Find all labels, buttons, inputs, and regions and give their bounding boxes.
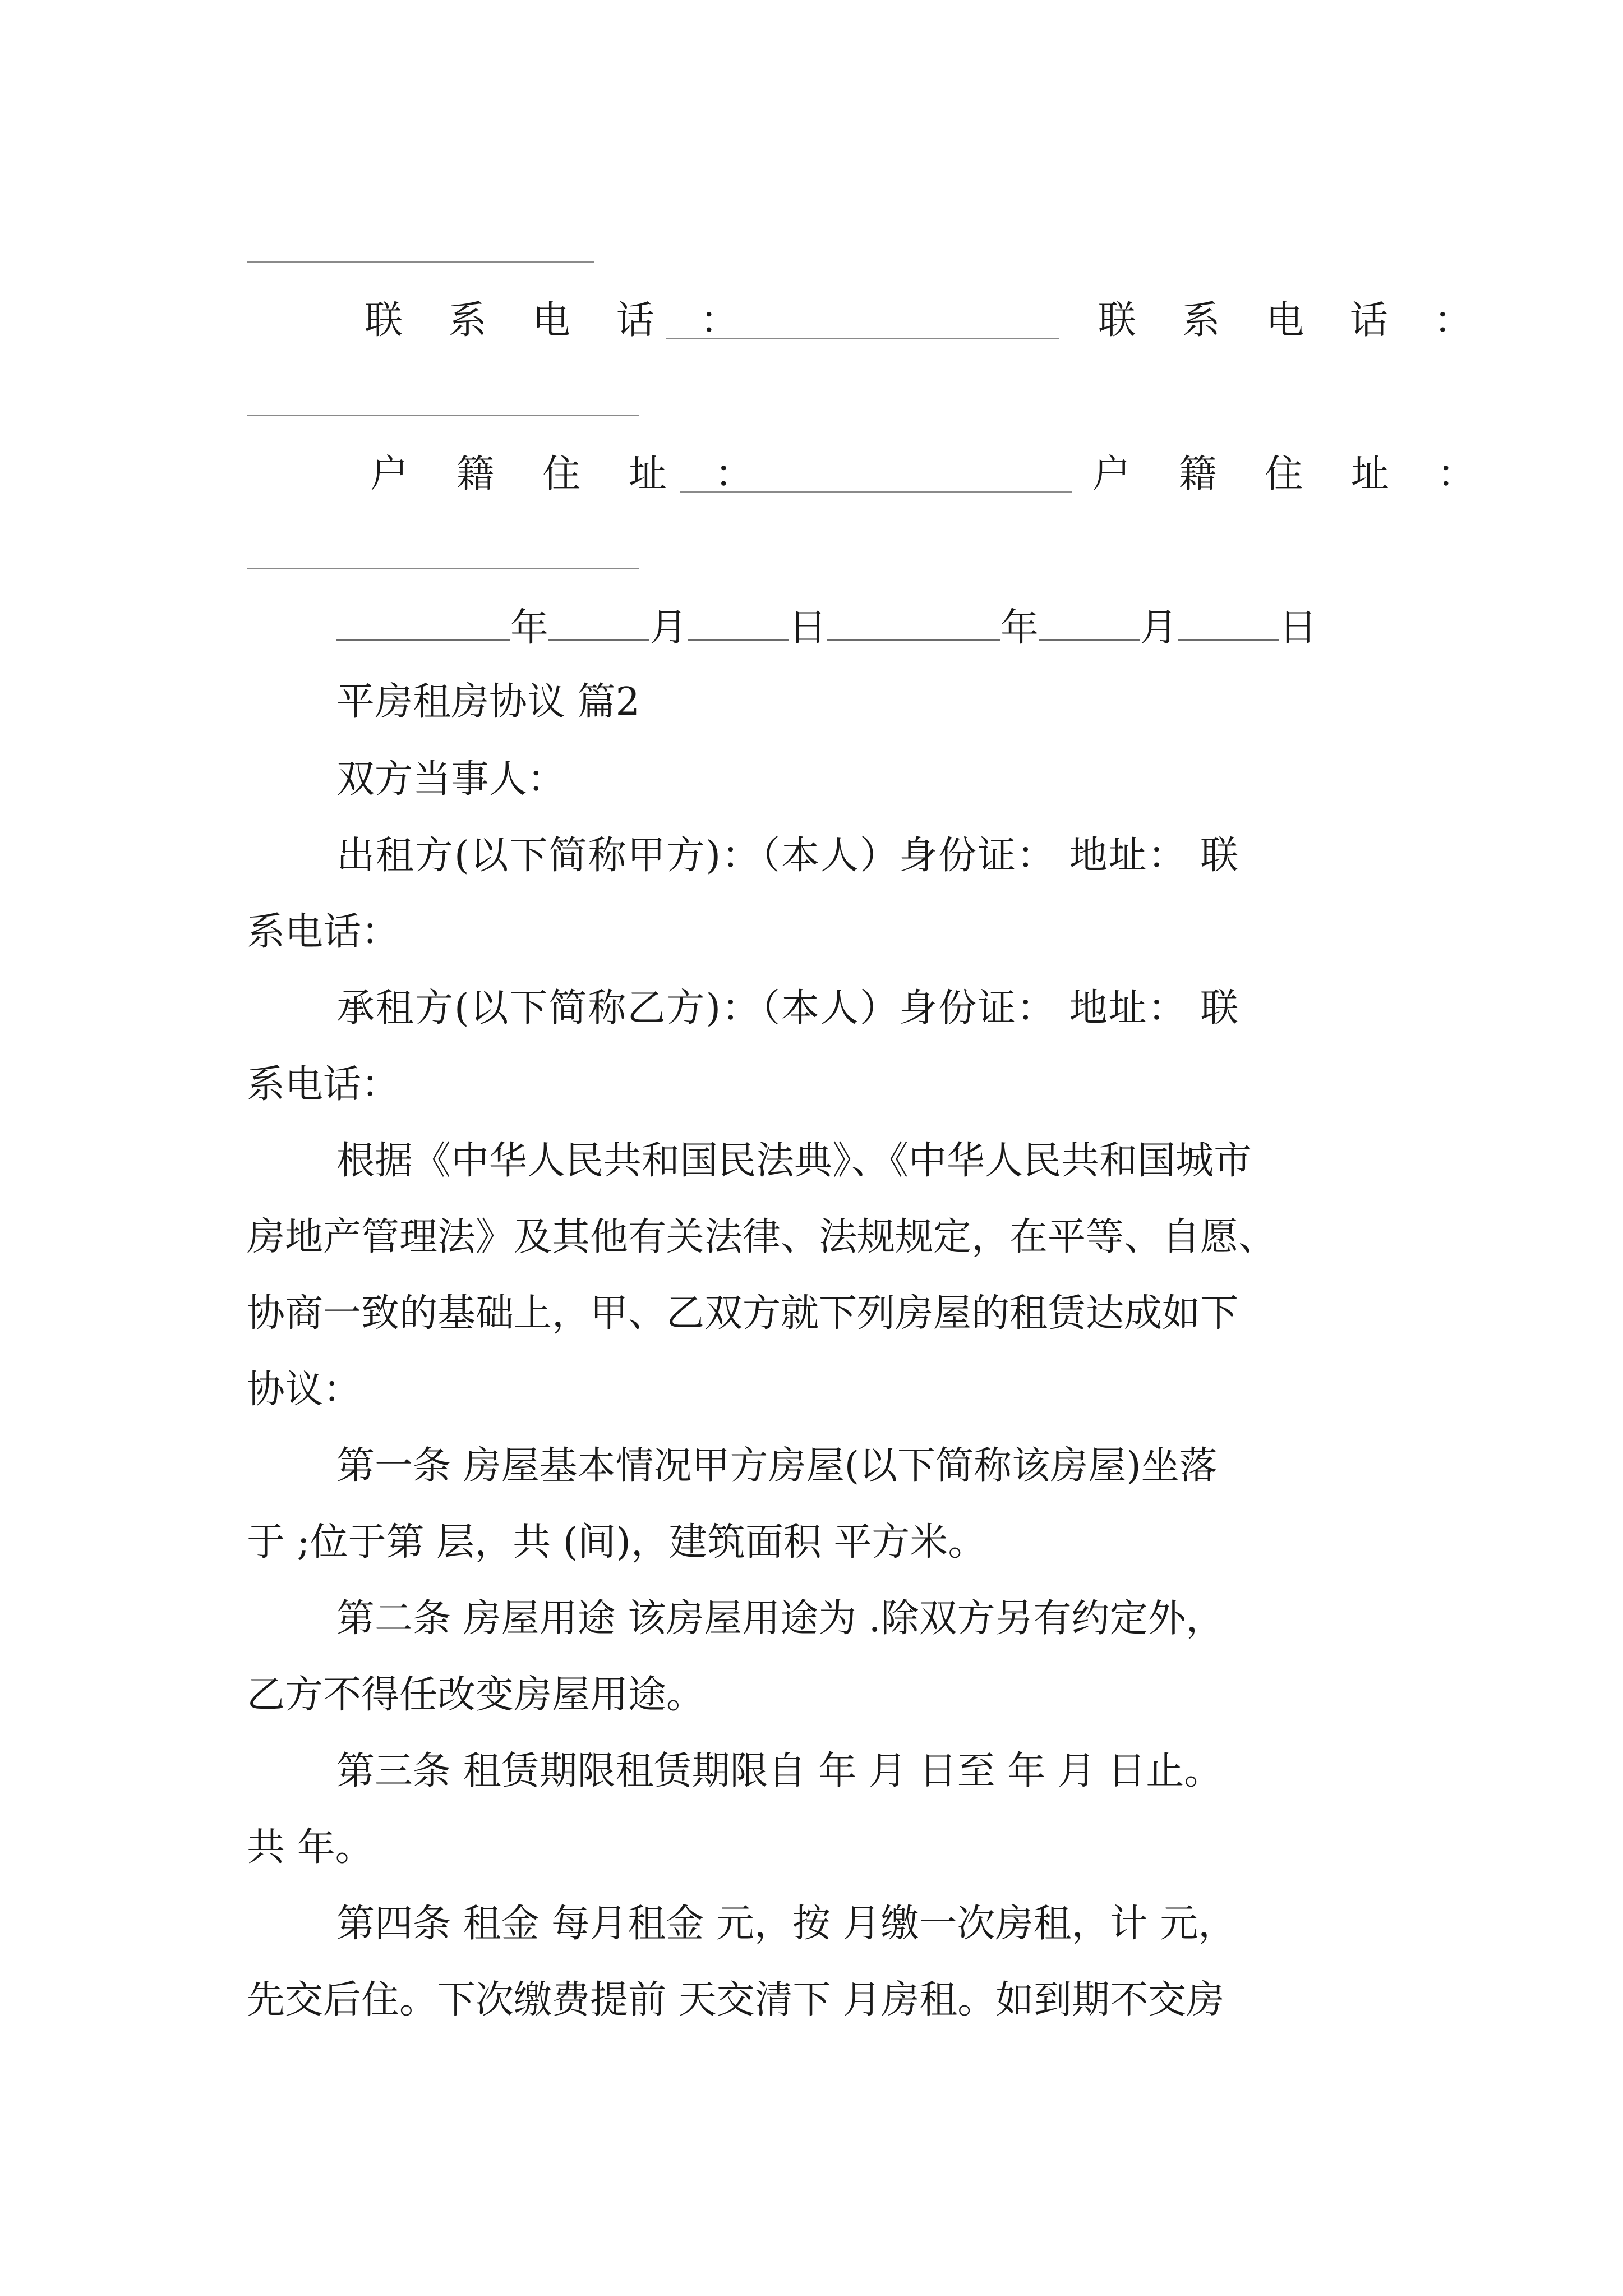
year-blank-right [827,606,1000,641]
domicile-label-right: 户 籍 住 址 ： [1092,452,1493,496]
month-blank-left [548,606,649,641]
article-4-line-2: 先交后住。下次缴费提前 天交清下 月房租。如到期不交房 [247,1978,1225,2022]
day-label-right: 日 [1279,606,1317,650]
day-blank-left [688,606,789,641]
article-1-line-2: 于 ;位于第 层，共 (间)，建筑面积 平方米。 [247,1520,986,1565]
day-label-left: 日 [789,606,827,650]
contact-phone-label-right: 联 系 电 话 ： [1098,298,1489,343]
year-label-right: 年 [1000,606,1039,650]
preamble-line-2: 房地产管理法》及其他有关法律、法规规定，在平等、自愿、 [247,1215,1277,1259]
date-row [336,606,1317,650]
preamble-line-1: 根据《中华人民共和国民法典》、《中华人民共和国城市 [336,1139,1252,1183]
article-2-line-2: 乙方不得任改变房屋用途。 [247,1673,705,1717]
domicile-blank-continued [247,568,639,569]
article-4-line-1: 第四条 租金 每月租金 元，按 月缴一次房租，计 元， [336,1902,1237,1946]
domicile-label-left: 户 籍 住 址 ： [370,452,771,496]
contact-phone-blank-left [666,338,1059,339]
section-heading: 平房租房协议 篇2 [336,680,640,724]
year-label-left: 年 [510,606,549,650]
preamble-line-4: 协议： [247,1368,362,1412]
contact-phone-blank-continued [247,415,639,416]
lessor-line-1: 出租方(以下简称甲方)：（本人）身份证： 地址： 联 [336,834,1240,878]
month-label-right: 月 [1140,606,1178,650]
year-blank-left [336,606,510,641]
month-label-left: 月 [649,606,688,650]
month-blank-right [1039,606,1140,641]
lessee-line-1: 承租方(以下简称乙方)：（本人）身份证： 地址： 联 [336,986,1240,1030]
article-2-line-1: 第二条 房屋用途 该房屋用途为 .除双方另有约定外， [336,1596,1224,1641]
article-3-line-2: 共 年。 [247,1825,374,1870]
parties-label: 双方当事人： [336,757,566,802]
contact-phone-label-left: 联 系 电 话 ： [365,298,755,343]
day-blank-right [1178,606,1279,641]
blank-line-top [247,261,594,263]
domicile-blank-left [680,491,1072,493]
preamble-line-3: 协商一致的基础上，甲、乙双方就下列房屋的租赁达成如下 [247,1291,1239,1336]
lessor-line-2: 系电话： [247,910,400,954]
article-1-line-1: 第一条 房屋基本情况甲方房屋(以下简称该房屋)坐落 [336,1444,1218,1488]
article-3-line-1: 第三条 租赁期限租赁期限自 年 月 日至 年 月 日止。 [336,1749,1223,1793]
lessee-line-2: 系电话： [247,1062,400,1107]
